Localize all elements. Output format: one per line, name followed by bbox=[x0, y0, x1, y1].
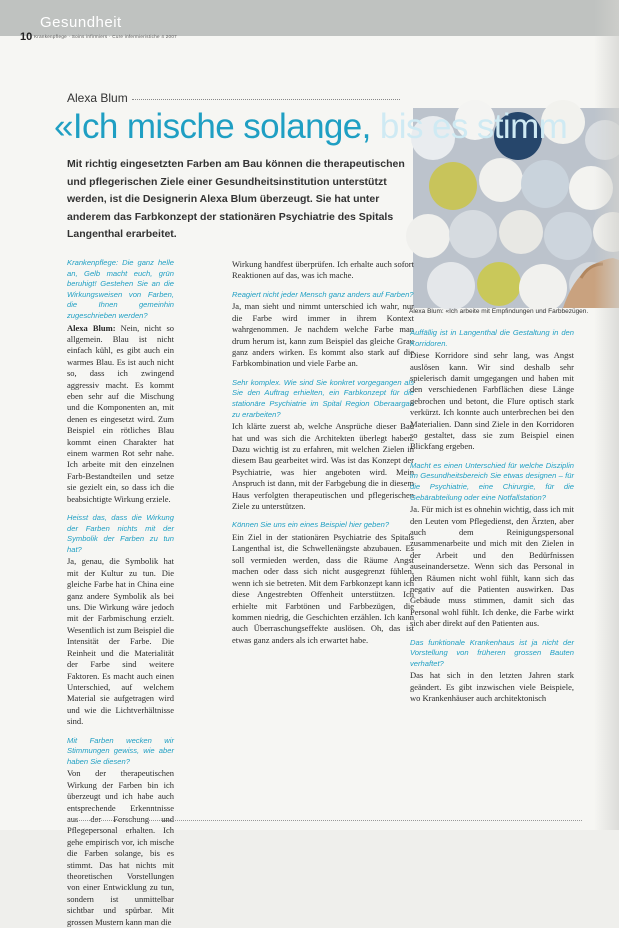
interview-answer: Wirkung handfest überprüfen. Ich erhalte auch sofort Reaktionen auf das, was ich mache. bbox=[232, 259, 414, 281]
running-header: Krankenpflege · Soins infirmiers · Cure infermieristiche 4 2007 bbox=[34, 34, 177, 39]
text-column-1 bbox=[67, 258, 174, 928]
article-lead: Mit richtig eingesetzten Farben am Bau können die therapeutischen und pflegerischen Ziele einer Gesundheitsinstitution unterstützt werden, ist die Designerin Alexa Blum überzeugt. Sie hat unter anderem das Farbkonzept der stationären Psychiatrie des Spitals Langenthal erarbeitet. bbox=[67, 158, 405, 240]
answer-text: Nein, nicht so allgemein. Blau ist nicht einfach kühl, es gibt auch ein warmes Blau. Es ist auch nicht so, dass ich zwingend aggressiv macht. Es kommt eben sehr auf die Mischung und die Komponenten an, mit denen es eingesetzt wird. Zum Beispiel ein rötliches Blau kommt einen Charakter hat einem warmen Rot sehr nahe. Ich arbeite mit den einzelnen Farb-Bestandteilen und setze sie gezielt ein, so dass ich die beabsichtigte Wirkung erziele. bbox=[67, 322, 174, 504]
text-column-3 bbox=[410, 328, 574, 705]
section-title: Gesundheit bbox=[40, 14, 122, 31]
interview-answer: Das hat sich in den letzten Jahren stark geändert. Es gibt inzwischen viele Beispiele, wo Krankenhäuser auch architektonisch bbox=[410, 670, 574, 704]
interview-question: Reagiert nicht jeder Mensch ganz anders auf Farben? bbox=[232, 289, 414, 299]
interview-answer bbox=[67, 323, 174, 506]
footer-divider bbox=[67, 820, 582, 821]
article-headline bbox=[54, 107, 567, 147]
headline-text: «Ich mische solange, bbox=[54, 107, 371, 146]
interview-answer: Diese Korridore sind sehr lang, was Angst auslösen kann. Wir sind deshalb sehr spielerisch damit umgegangen und haben mit den verschiedenen Farbflächen diese Länge gebrochen und betont, die Flure optisch stark verkürzt. Ich konnte auch unterbrechen bei den Materialien. Dann sind Ziele in den Korridoren so gestaltet, dass sie zum Beispiel einen Blickfang ergeben. bbox=[410, 350, 574, 452]
interview-question: Können Sie uns ein eines Beispiel hier geben? bbox=[232, 520, 390, 530]
author-name: Alexa Blum bbox=[67, 91, 128, 105]
section-header-band bbox=[0, 0, 619, 36]
interview-question: Sehr komplex. Wie sind Sie konkret vorgegangen als Sie den Auftrag erhielten, ein Farbkonzept für die stationäre Psychiatrie im Spital Region Oberaargau zu erarbeiten? bbox=[232, 377, 414, 419]
headline-text-overlay: bis es stimm bbox=[370, 107, 568, 146]
interview-answer: Ein Ziel in der stationären Psychiatrie des Spitals Langenthal ist, die Schwellenängste abzubauen. Es soll vermieden werden, dass die Räume Angst machen oder dass sich nicht ausgegrenzt fühlen, wenn ich sie betreten. Mit dem Farbkonzept kann ich diese Angestrebten Offenheit unterstützen. Ich erhielte mit Farbtönen und Farbbezügen, die kommen niedrig, die Geschichten erzählen. Ich kann auch Überraschungseffekte auslösen. Oh, das ist etwas ganz anders als ich erwartet habe. bbox=[232, 532, 414, 645]
interview-answer: Von der therapeutischen Wirkung der Farben bin ich überzeugt und ich habe auch entsprechende Erkenntnisse aus der Forschung und Pflegepersonal erhalten. Ich gehe empirisch vor, ich mische die Farben solange, bis es stimmt. Das hat nichts mit theoretischen Vorstellungen von einer Entwicklung zu tun, sondern ist unmittelbar sichtbar und spürbar. Mit grossen Mustern kann man die bbox=[67, 768, 174, 927]
interview-answer: Ja. Für mich ist es ohnehin wichtig, dass ich mit den Leuten vom Pflegedienst, den Ärzten, aber auch dem Reinigungspersonal zusammenarbeite und mich mit den Zielen in der Arbeit und den Bedürfnissen auseinandersetze. Wenn sich das Personal in den Räumen nicht wohl fühlt, kann sich das negativ auf die Patienten auswirken. Das Gebäude muss stimmen, damit sich das Personal wohl fühlt. Ich denke, die Farbe wirkt sich aber direkt auf den Patienten aus. bbox=[410, 504, 574, 629]
photo-caption: Alexa Blum: «Ich arbeite mit Empfindungen und Farbbezügen. bbox=[409, 308, 589, 315]
author-divider bbox=[132, 99, 400, 100]
page-spine-shadow bbox=[594, 0, 619, 830]
answer-speaker: Alexa Blum: bbox=[67, 322, 116, 333]
interview-question: Heisst das, dass die Wirkung der Farben nichts mit der Symbolik der Farben zu tun hat? bbox=[67, 513, 174, 554]
interview-question: Krankenpflege: Die ganz helle an, Gelb macht euch, grün beruhigt! Gestehen Sie an die Wirkungsweisen von Farben, die Ihnen gemeinhin zugeschrieben werden? bbox=[67, 258, 174, 320]
interview-answer: Ja, man sieht und nimmt unterschied ich wahr, nur die Farbe wird immer in ihrem Kontext wahrgenommen. Je nachdem welche Farbe man drum herum ist, kann zum Beispiel das gleiche Grau ganz anders wirken. Es kommt also stark auf die Farbkombination und viele Farbe an. bbox=[232, 301, 414, 369]
interview-question: Das funktionale Krankenhaus ist ja nicht der Vorstellung von früheren grossen Bauten verhaftet? bbox=[410, 637, 574, 668]
interview-question: Mit Farben wecken wir Stimmungen gewiss, wie aber haben Sie diesen? bbox=[67, 735, 174, 766]
interview-question: Macht es einen Unterschied für welche Disziplin im Gesundheitsbereich Sie etwas designen – für die Psychiatrie, eine Chirurgie, für die Gebärabteilung oder eine Notfallstation? bbox=[410, 460, 574, 502]
text-column-2 bbox=[232, 258, 414, 646]
interview-answer: Ja, genau, die Symbolik hat mit der Kultur zu tun. Die gleiche Farbe hat in China eine ganz andere Symbolik als bei uns. Die Wirkung wäre jedoch mit der Farbmischung erzielt. Wesentlich ist zum Beispiel die Intensität der Farbe. Die Reinheit und die Materialität der Farbe sind weitere Faktoren. Es macht auch einen Unterschied, auf welchem Material sie aufgetragen wird und wie die Lichtverhältnisse sind. bbox=[67, 556, 174, 727]
interview-question: Auffällig ist in Langenthal die Gestaltung in den Korridoren. bbox=[410, 328, 574, 348]
page-number: 10 bbox=[20, 31, 33, 43]
interview-answer: Ich klärte zuerst ab, welche Ansprüche dieser Bau hat und was sich die Architekten überlegt haben. Dazu wichtig ist zu erfahren, mit welchen Zielen in diesem Bau gearbeitet wird. Was ist das Konzept der Psychiatrie, was hier angeboten wird. Mein Anspruch ist dann, mit der Farbgebung die in diesem Haus verfolgten therapeutischen und pflegerischen Ziele zu unterstützen. bbox=[232, 421, 414, 512]
